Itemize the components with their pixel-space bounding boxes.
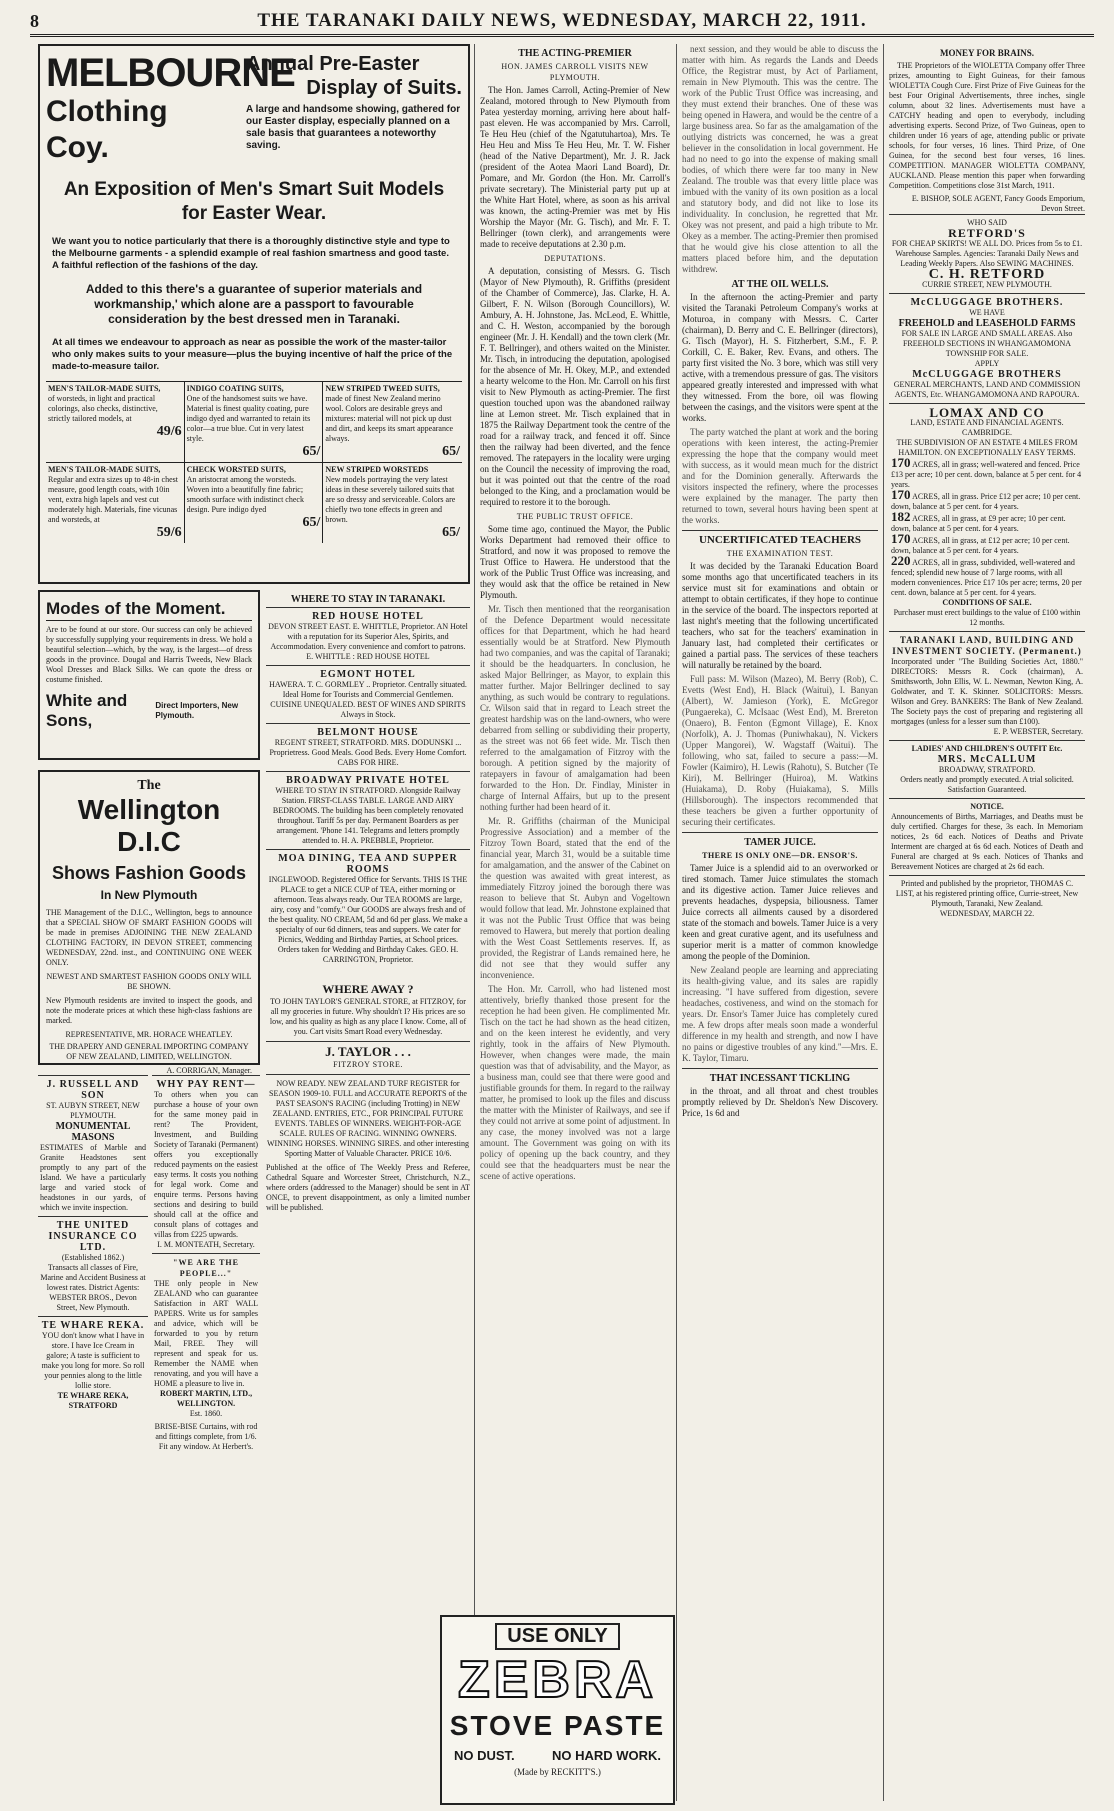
- small-ads-middle: [152, 1075, 260, 1805]
- outfit-text: Orders neatly and promptly executed. A trial solicited. Satisfaction Guaranteed.: [900, 775, 1074, 794]
- dic-paragraph-1: THE Management of the D.I.C., Wellington, begs to announce that a SPECIAL SHOW OF SMART FASHION GOODS will be made in premises ADJOINING THE NEW ZEALAND CLOTHING FACTORY, IN DEVON STREET, commencing WEDNESDAY, 22nd. inst., and CONTINUING ONE WEEK ONLY.: [46, 908, 252, 967]
- russell-text: ESTIMATES of Marble and Granite Headstones sent promptly to any part of the Island. We have a particularly large and varied stock of headstones in our yards, of which we invite inspection.: [40, 1143, 146, 1212]
- people-text: THE only people in New ZEALAND who can guarantee Satisfaction in ART WALL PAPERS. Write us for samples and advice, which will be forwarded to you by return Mail, FREE. They will represent and speak for us. Remember the NAME when renovating, and you will have a HOME a pleasure to live in.: [154, 1279, 258, 1388]
- lomax-place: CAMBRIDGE.: [961, 428, 1012, 437]
- teachers-text: It was decided by the Taranaki Education Board some months ago that uncertificated teachers in its service must sit for examinations and obtain or attempt to obtain certificates, if they hope to continue in the service of the board. The inspectors reported at last night's meeting that the following uncertificated teachers, who sat for the teachers' examination in January last, had completed their certificates or gained a partial pass. The services of these teachers will naturally be retained by the board.: [682, 561, 878, 670]
- retford-ad: [889, 214, 1085, 293]
- building-signature: E. P. WEBSTER, Secretary.: [993, 727, 1083, 736]
- rent-ad: [152, 1075, 260, 1253]
- lot-acres: 182: [891, 509, 911, 524]
- news-column-3: [688, 44, 878, 1801]
- dic-subtitle: Shows Fashion Goods: [51, 863, 246, 883]
- melbourne-paragraph-1: We want you to notice particularly that there is a thoroughly distinctive style and type to the Melbourne garments - a splendid example of real fashion smartness and good taste. A faithful reflection of the fashions of the day.: [52, 236, 450, 271]
- suit-title: MEN'S TAILOR-MADE SUITS,: [48, 465, 161, 474]
- zebra-use-only: USE ONLY: [495, 1623, 619, 1650]
- lot-text: ACRES, all in grass, at £12 per acre; 10 per cent. down, balance at 5 per cent. for 4 years.: [891, 536, 1070, 555]
- taylor-store: FITZROY STORE.: [333, 1060, 403, 1069]
- premier-subtitle: HON. JAMES CARROLL VISITS NEW PLYMOUTH.: [501, 62, 649, 82]
- dic-representative: REPRESENTATIVE, MR. HORACE WHEATLEY.: [65, 1030, 233, 1039]
- newspaper-title: THE TARANAKI DAILY NEWS, WEDNESDAY, MARCH 22, 1911.: [257, 10, 867, 31]
- suit-cell: [46, 382, 185, 462]
- melbourne-intro: A large and handsome showing, gathered for our Easter display, especially planned on a sale basis that guarantees a noteworthy saving.: [246, 104, 461, 151]
- lomax-lot: [891, 455, 1083, 490]
- column-rule: [474, 44, 475, 1801]
- suit-title: MEN'S TAILOR-MADE SUITS,: [48, 384, 161, 393]
- building-title: TARANAKI LAND, BUILDING AND INVESTMENT SOCIETY. (Permanent.): [892, 635, 1082, 656]
- suit-cell: [323, 382, 462, 462]
- modes-firm: White and Sons,: [46, 691, 128, 730]
- suit-description: Regular and extra sizes up to 48-in chest measure, good length coats, with 10in vent, extra high lapels and vest cut moderately high. Materials, fine vicunas and worsteds, at: [48, 475, 178, 524]
- suit-description: of worsteds, in light and practical colorings, also checks, distinctive, strictly tailored models, at: [48, 394, 158, 423]
- deputations-text: A deputation, consisting of Messrs. G. Tisch (Mayor of New Plymouth), R. Griffiths (president of the Chamber of Commerce), Jas. Clarke, H. A. Gilbert, F. N. Wilson (Borough Councillors), W. Ambury, A. H. Johnstone, Jas. McLeod, E. Whittle, and C. H. Weston, accompanied by the borough engineer (Mr. J. H. Kendall) and the town clerk (Mr. F. T. Bellringer), and others waited on the Minister. Mr. Tisch, in introducing the deputation, apologised for the absence of Mr. H. Okey, M.P., and extended a hearty welcome to the Hon. Mr. Carroll on his first visit to New Plymouth as acting-Premier. The first question touched upon was the abandoned railway line at Lemon street. Mr. Tisch explained that in 1875 the Railway Department took the centre of the road for a railway track, and fenced it off. Since then the railway had been diverted, and the fence removed. The ratepayers in the locality were urging on the Council the necessity of improving the road, but it was pointed out that the centre of the road belonged to the King, and a proclamation would be required to restore it to the borough.: [480, 266, 670, 507]
- suit-price: 59/6: [156, 525, 182, 540]
- column-rule: [883, 44, 884, 1801]
- russell-trade: MONUMENTAL MASONS: [55, 1121, 131, 1143]
- melbourne-paragraph-2: Added to this there's a guarantee of superior materials and workmanship,' which alone are a passport to favourable consideration by the best dressed men in Taranaki.: [85, 282, 423, 326]
- tamer-subtitle: THERE IS ONLY ONE—DR. ENSOR'S.: [702, 851, 858, 860]
- mccluggage-text: FOR SALE IN LARGE AND SMALL AREAS. Also FREEHOLD SECTIONS IN WHANGAMOMONA TOWNSHIP FOR SALE.: [901, 329, 1073, 358]
- suit-cell: [323, 462, 462, 543]
- whare-name: TE WHARE REKA.: [41, 1320, 145, 1331]
- column-rule: [676, 44, 677, 1801]
- where-to-stay-title: WHERE TO STAY IN TARANAKI.: [290, 594, 446, 605]
- suit-grid: [46, 381, 462, 543]
- imprint-block: [889, 875, 1085, 922]
- tamer-title: TAMER JUICE.: [744, 837, 816, 848]
- suit-price: 49/6: [156, 424, 182, 439]
- curtains-text: BRISE-BISE Curtains, with rod and fittings complete, from 1/6. Fit any window. At Herbert's.: [154, 1422, 258, 1451]
- suit-cell: [185, 382, 324, 462]
- hotel-listing: [266, 665, 470, 723]
- outfit-title: LADIES' AND CHILDREN'S OUTFIT Etc.: [911, 744, 1063, 753]
- where-away-text: TO JOHN TAYLOR'S GENERAL STORE, at FITZROY, for all my groceries in future. Why shouldn't I? His prices are so low, and his quality as high as any place I know. Come, all of you. Cart visits Smart Road every Wednesday.: [269, 997, 467, 1036]
- lot-text: ACRES, all in grass, at £9 per acre; 10 per cent. down, balance at 5 per cent. for 4 years.: [891, 514, 1066, 533]
- mccluggage-role: GENERAL MERCHANTS, LAND AND COMMISSION AGENTS, Etc. WHANGAMOMONA AND RAPOURA.: [893, 380, 1081, 399]
- hotel-text: WHERE TO STAY IN STRATFORD. Alongside Railway Station. FIRST-CLASS TABLE. LARGE AND AIRY BEDROOMS. The building has been completely renovated throughout. Tariff 5s per day. Permanent Boarders as per arrangement. 'Phone 141. Telegrams and letters promptly attended to. H. A. PREBBLE, Proprietor.: [272, 786, 464, 845]
- suit-title: INDIGO COATING SUITS,: [186, 384, 284, 393]
- suit-description: New models portraying the very latest ideas in these severely tailored suits that are so dressy and serviceable. Colors are chiefly two tone effects in green and brown.: [325, 475, 456, 524]
- outfit-address: BROADWAY, STRATFORD.: [938, 765, 1036, 774]
- turf-register-footer: Published at the office of The Weekly Press and Referee, Cathedral Square and Worcester Street, Christchurch, N.Z., where orders (addressed to the Manager) should be sent in AT ONCE, to prevent disappointment, as only a limited number will be published.: [266, 1163, 470, 1212]
- mccluggage-ad: [889, 293, 1085, 403]
- lomax-role: LAND, ESTATE AND FINANCIAL AGENTS.: [910, 418, 1064, 427]
- lomax-lot: [891, 553, 1083, 598]
- wallpaper-ad: [152, 1253, 260, 1455]
- modes-firm-note: Direct Importers, New Plymouth.: [155, 701, 239, 720]
- hotel-name: MOA DINING, TEA AND SUPPER ROOMS: [278, 853, 458, 875]
- dic-paragraph-3: New Plymouth residents are invited to inspect the goods, and note the moderate prices at which these high-class fashions are marked.: [46, 996, 252, 1025]
- suit-description: One of the handsomest suits we have. Material is finest quality coating, pure indigo dyed and warranted to retain its color—a true blue. Cut in very latest style.: [186, 394, 311, 443]
- people-title: "WE ARE THE PEOPLE...": [173, 1258, 239, 1278]
- notice-text: Announcements of Births, Marriages, and Deaths must be duly certified. Charges for these, 3s each. In Memoriam notices, 2s 6d each. Notices of Deaths and Private Interment are charged at 6s 6d each. Notices of Death and Funeral are charged at 9s each. Notices of Thanks and Bereavement Notices are charged at 2s 6d each.: [891, 812, 1083, 871]
- insurance-text: Transacts all classes of Fire, Marine and Accident Business at lowest rates. District Agents: WEBSTER BROS., Devon Street, New Plymouth.: [40, 1263, 146, 1312]
- lot-acres: 170: [891, 531, 911, 546]
- people-established: Est. 1860.: [189, 1409, 223, 1418]
- zebra-name: ZEBRA: [457, 1651, 658, 1709]
- small-ads-left: [38, 1075, 148, 1805]
- melbourne-headline-1: Annual Pre-Easter: [246, 53, 420, 75]
- mccluggage-apply: APPLY: [974, 359, 1000, 368]
- lot-acres: 170: [891, 487, 911, 502]
- zebra-product: STOVE PASTE: [449, 1710, 666, 1741]
- hotel-listing: [266, 723, 470, 771]
- retford-name: RETFORD'S: [948, 226, 1026, 240]
- lomax-lot: [891, 487, 1083, 512]
- mccluggage-title: McCLUGGAGE BROTHERS.: [910, 297, 1064, 308]
- lomax-conditions-title: CONDITIONS OF SALE.: [942, 598, 1032, 607]
- whare-text: YOU don't know what I have in store. I have Ice Cream in galore; A taste is sufficient to make you long for more. So roll your pennies along to the little lollie store.: [41, 1331, 145, 1390]
- melbourne-brand-sub: Clothing Coy.: [46, 95, 168, 164]
- teachers-title: UNCERTIFICATED TEACHERS: [698, 534, 862, 546]
- oil-wells-text: In the afternoon the acting-Premier and party visited the Taranaki Petroleum Company's works at Moturoa, in company with Messrs. C. Carter (chairman), D. Berry and C. E. Bellringer (directors), G. Tisch (Mayor), H. S. Fitzherbert, S.M., F. P. Corkill, C. E. Baker, Rev. Evans, and others. The party first visited the No. 3 bore, which was still very active, with a tremendous pressure of gas. The visitors appeared greatly interested and impressed with what they witnessed. From the bore, oil was flowing between the casings, and the visitors were spent at the works.: [682, 292, 878, 423]
- masthead: [30, 8, 1094, 37]
- imprint-text: Printed and published by the proprietor, THOMAS C. LIST, at his registered printing office, Currie-street, New Plymouth, Taranaki, New Zealand.: [895, 879, 1079, 908]
- rent-title: WHY PAY RENT—: [156, 1079, 256, 1090]
- turf-register-text: NOW READY. NEW ZEALAND TURF REGISTER for SEASON 1909-10. FULL and ACCURATE REPORTS of the PAST SEASON'S RACING (including Trotting) in NEW ZEALAND. ENTRIES, ETC., FOR PRINCIPAL FUTURE EVENTS. TABLES OF WINNERS. WEIGHT-FOR-AGE SCALE. RULES OF RACING. WINNING OWNERS. WINNING HORSES. WINNING SIRES. and other interesting Sporting Matter of Valuable Character. PRICE 10/6.: [266, 1079, 470, 1158]
- retford-firm: C. H. RETFORD: [928, 267, 1046, 282]
- suit-description: made of finest New Zealand merino wool. Colors are desirable greys and mixtures: material will not pick up dust and dirt, and keeps its smart appearance always.: [325, 394, 454, 443]
- retford-address: CURRIE STREET, NEW PLYMOUTH.: [922, 280, 1052, 289]
- insurance-ad: [38, 1216, 148, 1316]
- lot-acres: 220: [891, 553, 911, 568]
- money-text: THE Proprietors of the WIOLETTA Company offer Three prizes, amounting to Eight Guineas, for their famous WIOLETTA Cough Cure. First Prize of Five Guineas for the best Four Original Advertisements, three inches, single column, about 32 lines. Advertisements must have a CATCHY heading and open to everybody, including advertising experts. Second Prize, of Two Guineas, open to children under 16 years of age, attending public or private schools, for four verses, 16 lines. Third Prize, of One Guinea, for the second best four verses, 16 lines. COMPETITION. MANAGER WIOLETTA COMPANY, AUCKLAND. Please mention this paper when forwarding Competition. Competitions close 31st March, 1911.: [889, 61, 1085, 190]
- outfit-ad: [889, 740, 1085, 798]
- lomax-conditions-text: Purchaser must erect buildings to the value of £100 within 12 months.: [893, 608, 1081, 627]
- tickling-title: THAT INCESSANT TICKLING: [709, 1073, 851, 1084]
- page-number: 8: [30, 10, 39, 31]
- people-firm: ROBERT MARTIN, LTD., WELLINGTON.: [159, 1389, 253, 1408]
- zebra-stove-paste-ad: [440, 1615, 675, 1805]
- hotel-text: DEVON STREET EAST. E. WHITTLE, Proprietor. AN Hotel with a reputation for its Superior Ales, Spirits, and Accommodation. Every convenience and comfort to patrons. E. WHITTLE : RED HOUSE HOTEL: [268, 622, 468, 661]
- rent-signature: I. M. MONTEATH, Secretary.: [157, 1240, 255, 1249]
- modes-title: Modes of the Moment.: [46, 598, 252, 621]
- melbourne-paragraph-3: At all times we endeavour to approach as near as possible the work of the master-tailor who only makes suits to your measure—plus the buying incentive of half the price of the made-to-measure tailor.: [52, 337, 453, 372]
- dic-manager: A. CORRIGAN, Manager.: [166, 1066, 252, 1075]
- public-trust-text: Some time ago, continued the Mayor, the Public Works Department had removed their office to Stratford, and now it was proposed to remove the Trust Office to Hawera. He understood that the work of the Public Trust Office was increasing, and they would ask that the office be retained in New Plymouth.: [480, 524, 670, 600]
- retford-text: FOR CHEAP SKIRTS! WE ALL DO. Prices from 5s to £1. Warehouse Samples. Agencies: Taranaki Daily News and Leading Weekly Papers. Also SEWING MACHINES.: [891, 239, 1083, 268]
- retford-who: WHO SAID: [967, 218, 1007, 227]
- melbourne-exposition: An Exposition of Men's Smart Suit Models for Easter Wear.: [63, 179, 445, 224]
- premier-title: THE ACTING-PREMIER: [518, 48, 632, 59]
- russell-ad: [38, 1075, 148, 1216]
- hotel-name: BROADWAY PRIVATE HOTEL: [286, 775, 450, 786]
- melbourne-clothing-ad: [38, 44, 470, 584]
- mccluggage-have: WE HAVE: [969, 308, 1005, 317]
- lot-text: ACRES, all in grass, subdivided, well-watered and fenced; splendid new house of 7 large rooms, with all modern conveniences. Price £17 10s per acre; terms, 20 per cent. down, balance at 5 per cent. for 4 years.: [891, 558, 1082, 597]
- notice-block: [889, 798, 1085, 875]
- suit-description: An aristocrat among the worsteds. Woven into a beautifully fine fabric; smooth surface with indistinct check design. Pure indigo dyed: [186, 475, 304, 514]
- lomax-intro: THE SUBDIVISION OF AN ESTATE 4 MILES FROM HAMILTON. ON EXCEPTIONALLY EASY TERMS.: [896, 438, 1078, 457]
- lomax-name: LOMAX AND CO: [929, 405, 1045, 420]
- dic-the: The: [137, 778, 161, 793]
- russell-name: J. RUSSELL AND SON: [46, 1079, 140, 1101]
- suit-title: CHECK WORSTED SUITS,: [186, 465, 286, 474]
- modes-ad: [38, 590, 260, 760]
- modes-text: Are to be found at our store. Our success can only be achieved by successfully supplying your requirements in dress. We hold a beautiful selection—which, by the way, is the largest—of dress goods in the province. Dougal and Harris Tweeds, New Black Wool Dresses and Black Silks. We can quote the dress or costume finished.: [46, 625, 252, 684]
- news-column-2: next session, and they would be able to discuss the matter with him. As regards the Lands and Deeds Office, the Registrar must, by Act of Parliament, remain in New Plymouth. This was the centre. The work of the Public Trust Office was increasing, and they must extend their branches. One of these was being opened in Hawera, and would be the centre of a large business area. So far as the amalgamation of the outlying districts was concerned, he was a great believer in the consolidation in local government. He had no need to go into the expense of making small bodies, of which there were far too many in New Zealand. The trouble was that every little place was imbued with the vanity of its own position as a local and statutory body, and did not like to lose its individuality. In conclusion, he regretted that Mr. Okey was not present, and paid a high tribute to Mr. Okey as a member. The acting-Premier then promised that he would give his close attention to all the matters placed before him, and the deputation withdrew. AT THE OIL WELLS. In the afternoon the acting-Premier and party visited the Taranaki Petroleum Company's works at Moturoa, in company with Messrs. C. Carter (chairman), D. Berry and C. E. Bellringer (directors), G. Tisch (Mayor), H. S. Fitzherbert, S.M., F. P. Corkill, C. E. Baker, Rev. Evans, and others. The party first visited the No. 3 bore, which was still very active, with a tremendous pressure of gas. The visitors appeared greatly interested and impressed with what they witnessed. From the bore, oil was flowing between the casings, and the visitors were spent at the works. The party watched the plant at work and the boring operations with keen interest, the acting-Premier expressing the hope that the company would meet with success, as it would mean much for the district and for the Dominion generally. Afterwards the visitors inspected the refinery, where the processes were explained by the manager. The party then returned to town, several hours having been spent at the works. UNCERTIFICATED TEACHERS THE EXAMINATION TEST. It was decided by the Taranaki Education Board some months ago that uncertificated teachers in its service must sit for examinations and obtain or attempt to obtain certificates, if they hope to continue in the service of the board. The inspectors reported at last night's meeting that the following uncertificated teachers, who sat for the teachers' examination in January last, had completed their certificates or gained a partial pass. The services of these teachers will naturally be retained by the board. Full pass: M. Wilson (Mazeo), M. Berry (Rob), C. Evetts (West End), H. Black (Waitui), I. Banyan (Albert), W. Jamieson (York), E. McGregor (Pungaereka), C. McIsaac (West End), M. Brereton (Onaero), B. Fenton (Egmont Village), E. Knox (Norfolk), A. J. Thomas (Puniwhakau), N. Vickers (Upper Mangorei), W. Wagstaff (Waitui). The following, who sat, failed to secure a pass:—M. Fowler (Kaimiro), H. Lewis (Rahotu), S. Butcher (Te Kiri), M. Bellringer (Huiroa), M. Watkins (Huiakama), D. Roby (Huiakama), S. Mills (Hillsborough). The inspectors recommended that these teachers be given a further opportunity of securing their certificates. TAMER JUICE. THERE IS ONLY ONE—DR. ENSOR'S. Tamer Juice is a splendid aid to an overworked or tired stomach. Tamer Juice stimulates the stomach and its digestive action. Tamer Juice relieves and prevents headaches, dyspepsia, biliousness. Tamer Juice corrects all ailments caused by a disordered state of the stomach and bowels. Tamer Juice is a very keen and great curative agent, and its usefulness and superior merit is a matter of common knowledge among the people of the Dominion. New Zealand people are learning and appreciating its health-giving value, and its sales are rapidly increasing. "I have suffered from digestion, severe headaches, costiveness, and wind on the stomach for years. Dr. Ensor's Tamer Juice has completely cured me. A few drops after meals soon made a wonderful difference in my health and strength, and now I have no pains or digestive troubles of any kind."—Mrs. E. K. Taylor, Timaru. THAT INCESSANT TICKLING in the throat, and all throat and chest troubles promptly relieved by Dr. Sheldon's New Discovery. Price, 1s 6d and: [682, 44, 878, 1118]
- where-to-stay-column: [266, 590, 470, 975]
- hotel-listing: [266, 849, 470, 968]
- suit-cell: [185, 462, 324, 543]
- teachers-subtitle: THE EXAMINATION TEST.: [726, 549, 834, 558]
- building-society-ad: [889, 631, 1085, 740]
- insurance-established: (Established 1862.): [61, 1253, 125, 1262]
- money-title: MONEY FOR BRAINS.: [940, 48, 1034, 58]
- lot-text: ACRES, all in grass; well-watered and fenced. Price £13 per acre; 10 per cent. down, balance at 5 per cent. for 4 years.: [891, 460, 1082, 489]
- russell-address: ST. AUBYN STREET, NEW PLYMOUTH.: [46, 1101, 140, 1120]
- building-text: Incorporated under "The Building Societies Act, 1880." DIRECTORS: Messrs R. Cock (chairman), A. Smithsworth, John Ellis, W. L. Newman, Newton King, A. Goldwater, and T. K. Skinner. SOLICITORS: Messrs. Wilson and Grey. BANKERS: The Bank of New Zealand. The Society pays the cost of preparing and registering all mortgages (unless for a lesser sum than £100).: [891, 657, 1083, 726]
- suit-price: 65/: [302, 515, 321, 530]
- melbourne-headline-2: Display of Suits.: [306, 77, 462, 99]
- hotel-listing: [266, 771, 470, 849]
- hotel-name: BELMONT HOUSE: [317, 727, 419, 738]
- dic-place: In New Plymouth: [100, 888, 198, 902]
- premier-text: The Hon. James Carroll, Acting-Premier of New Zealand, motored through to New Plymouth from Patea yesterday morning, arriving here about half-past eleven. He was accompanied by Mrs. Carroll, Te Heu Heu (chief of the Ngatutuhartoa), Mrs. Te Heu Heu and Miss Te Heu Heu, Mr. T. W. Fisher (head of the Native Department), Mr. J. R. Jack (president of the Aotea Maori Land Board), Dr. Pomare, and Mr. Gordon (the Hon. Mr. Carroll's private secretary). The Ministerial party put up at the White Hart Hotel, where, as soon as his arrival was known, the acting-Premier was met by His Worship the Mayor (Mr. G. Tisch), and Mr. F. T. Bellringer (town clerk), and arrangements were made to receive deputations at 2.30 p.m.: [480, 85, 670, 249]
- money-signature: E. BISHOP, SOLE AGENT, Fancy Goods Emporium, Devon Street.: [911, 194, 1085, 213]
- taylor-name: J. TAYLOR . . .: [325, 1044, 411, 1059]
- lomax-lot: [891, 531, 1083, 556]
- hotel-name: EGMONT HOTEL: [320, 669, 416, 680]
- mccluggage-farms: FREEHOLD and LEASEHOLD FARMS: [898, 318, 1076, 329]
- zebra-maker: (Made by RECKITT'S.): [514, 1767, 601, 1777]
- news-column-1: THE ACTING-PREMIER HON. JAMES CARROLL VISITS NEW PLYMOUTH. The Hon. James Carroll, Acting-Premier of New Zealand, motored through to New Plymouth from Patea yesterday morning, arriving here about half-past eleven. He was accompanied by Mrs. Carroll, Te Heu Heu (chief of the Ngatutuhartoa), Mrs. Te Heu Heu and Miss Te Heu Heu, Mr. T. W. Fisher (head of the Native Department), Mr. J. R. Jack (president of the Aotea Maori Land Board), Dr. Pomare, and Mr. Gordon (the Hon. Mr. Carroll's private secretary). The Ministerial party put up at the White Hart Hotel, where, as soon as his arrival was known, the acting-Premier was met by His Worship the Mayor (Mr. G. Tisch), and Mr. F. T. Bellringer (town clerk), and arrangements were made to receive deputations at 2.30 p.m. DEPUTATIONS. A deputation, consisting of Messrs. G. Tisch (Mayor of New Plymouth), R. Griffiths (president of the Chamber of Commerce), Jas. Clarke, H. A. Gilbert, F. N. Wilson (Borough Councillors), W. Ambury, A. H. Johnstone, Jas. McLeod, E. Whittle, and C. H. Weston, accompanied by the borough engineer (Mr. J. H. Kendall) and the town clerk (Mr. F. T. Bellringer), and others waited on the Minister. Mr. Tisch, in introducing the deputation, apologised for the absence of Mr. H. Okey, M.P., and extended a hearty welcome to the Hon. Mr. Carroll on his first visit to New Plymouth as acting-Premier. The first question touched upon was the abandoned railway line at Lemon street. Mr. Tisch explained that in 1875 the Railway Department took the centre of the road for a railway track, and fenced it off. Since then the railway had been diverted, and the fence removed. The ratepayers in the locality were urging on the Council the necessity of improving the road, but it was pointed out that the centre of the road belonged to the King, and a proclamation would be required to restore it to the borough. THE PUBLIC TRUST OFFICE. Some time ago, continued the Mayor, the Public Works Department had removed their office to Stratford, and now it was proposed to remove the Trust Office to Hawera. He understood that the work of the Public Trust Office was increasing, and they would ask that the office be retained in New Plymouth. Mr. Tisch then mentioned that the reorganisation of the Defence Department would necessitate offices for that Department, which he had heard essentially would be at Stratford. New Plymouth had two companies, and was the capital of Taranaki; it should be the headquarters. In conclusion, he asked Major Bellringer, as Mayor, to explain this matter further. Major Bellringer declined to say anything, as such would be contrary to regulations. Cr. Wilson said that in regard to Leach street the greatest hardship was on the land-owners, who were debarred from selling or subdividing their property, as the street was not 66 feet wide. Mr. Tisch then referred to the amalgamation of Fitzroy with the borough. A petition signed by the majority of ratepayers in favour of amalgamation had been forwarded to the Hon. Dr. Findlay, Minister in charge of Internal Affairs, but up to the present nothing further had been heard of it. Mr. R. Griffiths (chairman of the Municipal Progressive Association) and a member of the Fitzroy Town Board, stated that the end of the financial year, March 31, would be a suitable time for amalgamation, and the answer of the Cabinet on the question was awaited with great interest, as immediately Fitzroy joined the borough there was reason to believe that St. Aubyn and Vogeltown would follow that lead. Mr. Johnstone explained that it was not the Public Trust Office that was being removed to Hawera, but merely that portion dealing with the West Coast Settlements reserves. If, as provided, the Registrar of Lands remained here, he did not see that they would suffer any inconvenience. The Hon. Mr. Carroll, who had listened most attentively, briefly thanked those present for the reception he had been given. He complimented Mr. Tisch on the tact he had shown as the head citizen, and on the keen interest he evidently, and very rightly, took in the affairs of New Plymouth. However, when changes were made, the main question was that of advisability, and the Mayor, as a business man, could see that there were good and justifiable grounds for them. In regard to the railway matter, he promised to look up the files and discuss the matter with the Minister of Railways, and see if they could not arrive at some point of adjustment. In any case, the money involved was not a large amount. The Government was going on with its policy of opening up the back country, and they could see that the headquarters must be near the scene of active operations.: [480, 48, 670, 1181]
- dic-title: Wellington D.I.C: [77, 794, 221, 857]
- suit-price: 65/: [442, 525, 460, 540]
- mccluggage-firm: McCLUGGAGE BROTHERS: [912, 369, 1062, 380]
- lot-text: ACRES, all in grass. Price £12 per acre; 10 per cent. down, balance at 5 per cent. for 4 years.: [891, 492, 1081, 511]
- lot-acres: 170: [891, 455, 911, 470]
- hotel-name: RED HOUSE HOTEL: [312, 611, 424, 622]
- where-away-title: WHERE AWAY ?: [322, 982, 414, 996]
- lomax-lot: [891, 509, 1083, 534]
- zebra-no-dust: NO DUST.: [454, 1748, 515, 1763]
- notice-title: NOTICE.: [970, 802, 1004, 811]
- deputations-heading: DEPUTATIONS.: [544, 254, 606, 263]
- suit-title: NEW STRIPED TWEED SUITS,: [325, 384, 440, 393]
- tickling-text: in the throat, and all throat and chest troubles promptly relieved by Dr. Sheldon's New Discovery. Price, 1s 6d and: [682, 1086, 878, 1118]
- hotel-text: REGENT STREET, STRATFORD. MRS. DODUNSKI ... Proprietress. Good Meals. Good Beds. Every Home Comfort. CABS FOR HIRE.: [269, 738, 467, 767]
- insurance-name: THE UNITED INSURANCE CO LTD.: [48, 1220, 138, 1253]
- zebra-no-hard-work: NO HARD WORK.: [551, 1748, 661, 1763]
- rent-text: To others when you can purchase a house of your own for the same money paid in rent? The Provident, Investment, and Building Society of Taranaki (Permanent) offers you exceptionally reduced payments on the easiest easy terms. It costs you nothing for legal work. Come and enquire terms. Persons having sections and desiring to build should call at the office and consult plans of cottages and villas from £225 upwards.: [154, 1090, 258, 1239]
- whare-signature: TE WHARE REKA, STRATFORD: [57, 1391, 129, 1410]
- dic-paragraph-2: NEWEST AND SMARTEST FASHION GOODS ONLY WILL BE SHOWN.: [46, 972, 252, 991]
- dic-company: THE DRAPERY AND GENERAL IMPORTING COMPANY OF NEW ZEALAND, LIMITED, WELLINGTON.: [49, 1042, 249, 1061]
- imprint-date: WEDNESDAY, MARCH 22.: [939, 909, 1035, 918]
- hotel-text: INGLEWOOD. Registered Office for Servants. THIS IS THE PLACE to get a NICE CUP of TEA, either morning or afternoon. Teas always ready. Our TEA ROOMS are large, airy, cosy and "comfy." Our GOODS are always fresh and of the best quality. NO CREAM, 5d and 6d per glass. We make a specialty of our 6d dinners, teas and suppers. We cater for Picnics, Wedding and Birthday Parties, at School prices. Orders taken for Wedding and Birthday Cakes. GEO. H. CARRINGTON, Proprietor.: [268, 875, 468, 964]
- suit-price: 65/: [442, 444, 460, 459]
- lomax-ad: [889, 403, 1085, 631]
- oil-wells-title: AT THE OIL WELLS.: [731, 279, 829, 290]
- outfit-name: MRS. McCALLUM: [937, 754, 1037, 765]
- melbourne-brand: MELBOURNE: [46, 51, 295, 95]
- suit-cell: [46, 462, 185, 543]
- tamer-text: Tamer Juice is a splendid aid to an overworked or tired stomach. Tamer Juice stimulates the stomach and its digestive action. Tamer Juice relieves and prevents headaches, dyspepsia, biliousness. Tamer Juice corrects all ailments caused by a disordered state of the stomach and bowels. Tamer Juice is a very keen and great curative agent, and its usefulness and superior merit is a matter of common knowledge among the people of the Dominion.: [682, 863, 878, 961]
- public-trust-heading: THE PUBLIC TRUST OFFICE.: [516, 512, 634, 521]
- classifieds-column: [889, 44, 1085, 1801]
- suit-title: NEW STRIPED WORSTEDS: [325, 465, 429, 474]
- wellington-dic-ad: [38, 770, 260, 1075]
- hotel-listing: [266, 607, 470, 665]
- te-whare-reka-ad: [38, 1316, 148, 1414]
- suit-price: 65/: [302, 444, 321, 459]
- hotel-text: HAWERA. T. C. GORMLEY .. Proprietor. Centrally situated. Ideal Home for Tourists and Commercial Gentlemen. CUISINE UNEQUALED. BEST OF WINES AND SPIRITS Always in Stock.: [269, 680, 467, 719]
